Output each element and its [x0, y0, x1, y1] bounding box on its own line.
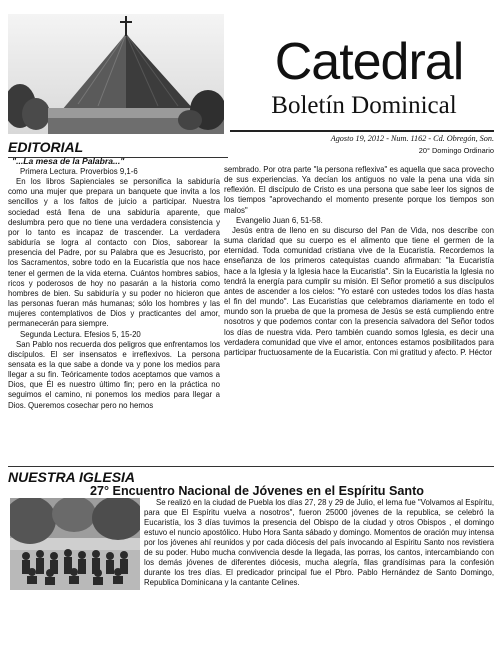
editorial-kicker: "...La mesa de la Palabra...": [12, 156, 125, 166]
issue-line: Agosto 19, 2012 - Num. 1162 - Cd. Obregón, Son.: [330, 134, 494, 143]
cathedral-photo: [8, 14, 224, 134]
article-title: 27° Encuentro Nacional de Jóvenes en el Espíritu Santo: [90, 484, 424, 498]
masthead-subtitle: Boletín Dominical: [271, 92, 457, 119]
reading-heading: Evangelio Juan 6, 51-58.: [236, 215, 323, 225]
editorial-heading: EDITORIAL: [8, 139, 228, 158]
paragraph: sembrado. Por otra parte "la persona reflexiva" es aquella que saca provecho de sus experiencias. Ya decían los antiguos no vale la pena una vida sin reflexión. El discípulo de Cristo es una persona que sabe leer los signos de los tiempos "aprovechando el momento presente porque los tiempos son malos": [224, 165, 494, 215]
nuestra-iglesia-heading: NUESTRA IGLESIA: [8, 469, 136, 485]
section-divider: [8, 466, 494, 467]
paragraph: San Pablo nos recuerda dos peligros que enfrentamos los discípulos. El ser insensatos e irreflexivos. La persona sensata es la que sabe a donde va y pone los medios para llegar a su fin. Teóricamente todos aceptamos que vamos a Dios, que Él es nuestro último fin; pero en la práctica no seguimos el camino, ni ponemos los medios para llegar a Dios. Queremos cosechar pero no hemos: [8, 339, 220, 410]
editorial-right-column: [224, 165, 494, 358]
paragraph: En los libros Sapienciales se personifica la sabiduría como una mujer que prepara un banquete que invita a los sencillos y a los faltos de juicio a participar. Nuestra sociedad está llena de una sabiduría aparente, que deslumbra pero que no tiene una verdadera consistencia y por lo tanto es incapaz de trascender. La verdadera sabiduría se logra al contacto con Dios, saborear la presencia del Padre, por su Palabra que es Jesucristo, por los Sacramentos, sobre todo en la Eucaristía que nos hace tener el germen de la vida eterna. Cuántos hombres sabios, ricos y poderosos de hoy no pasarán a la historia como hombres de bien. Su sabiduría y su poder no hicieron que las personas fueran más humanas; sólo los hombres y las mujeres contemplativos de Dios y practicantes del amor, permanecerán para siempre.: [8, 177, 220, 329]
reading-heading: Segunda Lectura. Efesios 5, 15-20: [20, 329, 141, 339]
editorial-left-column: [8, 167, 220, 411]
masthead-title: Catedral: [274, 33, 464, 91]
reading-heading: Primera Lectura. Proverbios 9,1-6: [20, 167, 138, 176]
liturgical-sunday: 20° Domingo Ordinario: [418, 146, 494, 155]
paragraph: Se realizó en la ciudad de Puebla los días 27, 28 y 29 de Julio, el lema fue "Volvamos al Espíritu, para que El Espíritu vuelva a nosotros", fueron 25000 jóvenes de la republica, se celebró la Eucaristía, los 3 días tuvimos la presencia del Obispo de la ciudad y otros Obispos , el domingo estuvo el nuncio apostólico. Hubo Hora Santa sábado y domingo. Momentos de oración muy intensa por los jóvenes ahí reunidos y por cada diócesis del país invocando al Espíritu Santo nos revistiera de su poder. Hubo mucha convivencia desde la llegada, las porras, los cantos, intercambiando con los demás jóvenes de diferentes diócesis, mucha alegría, filas grandísimas para la confesión durante los tres días. El predicador principal fue el Pbro. Pablo Hernández de Santo Domingo, Republica Dominicana y la cantante Celines.: [144, 498, 494, 587]
paragraph: Jesús entra de lleno en su discurso del Pan de Vida, nos describe con suma claridad que su cuerpo es el alimento que tiene el germen de la eternidad. Toda comunidad cristiana vive de la Eucaristía. Recordemos la enseñanza de los primeros catequistas cuando afirmaban: "la Eucaristía hace a la Iglesia y la Iglesia hace la Eucaristía". Sin la Eucaristía la Iglesia no tendrá la energía para cumplir su misión. El Señor prometió a sus discípulos antes de ascender a los cielos: "Yo estaré con ustedes todos los días hasta el fin del mundo". Las Eucaristías que celebramos diariamente en todo el mundo son la prueba de que la promesa de Jesús se está cumpliendo entre nosotros y que podemos contar con la presencia salvadora del Señor todos los días de nuestra vida. Pero también cuando somos Iglesia, es decir una verdadera comunidad que vive el amor, entonces estamos posibilitados para participar fructuosamente de la Eucaristía. Con mi gratitud y afecto. P. Héctor: [224, 225, 494, 357]
youth-group-photo: [10, 498, 140, 590]
masthead-rule: [230, 130, 494, 132]
